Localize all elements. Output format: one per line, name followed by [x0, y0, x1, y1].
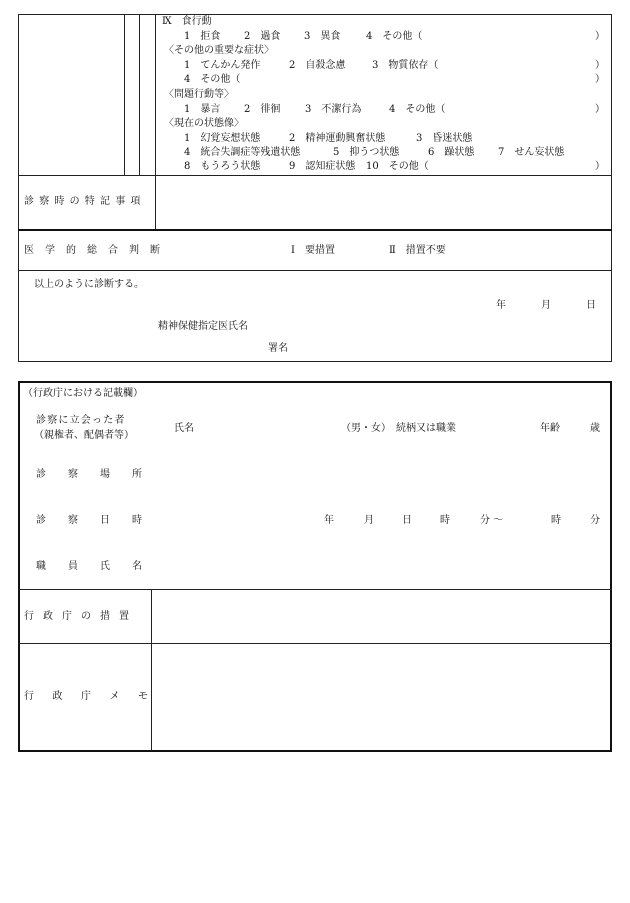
- admin-row-sep-1: [18, 589, 612, 590]
- food-item-2: 2 過食: [244, 31, 281, 42]
- datetime-hour-to[interactable]: 時: [551, 515, 561, 526]
- problem-close: ）: [595, 104, 605, 115]
- measures-field[interactable]: [153, 591, 611, 642]
- state-5: 5 抑うつ状態: [333, 147, 400, 158]
- problem-item-2: 2 徘徊: [244, 104, 281, 115]
- date-year[interactable]: 年: [496, 300, 506, 311]
- memo-label: 行政庁メモ: [24, 691, 167, 702]
- col-divider-2: [139, 14, 140, 176]
- admin-section-title: （行政庁における記載欄）: [23, 388, 143, 399]
- witness-name-label: 氏名: [174, 423, 194, 434]
- admin-row-sep-2: [18, 643, 612, 644]
- date-month[interactable]: 月: [541, 300, 551, 311]
- other-symptoms-close-1: ）: [595, 60, 605, 71]
- measures-label: 行政庁の措置: [24, 611, 138, 622]
- judgment-option-1[interactable]: Ⅰ 要措置: [291, 245, 335, 256]
- witness-label-1: 診察に立会った者: [36, 415, 126, 426]
- other-symptoms-4: 4 その他（: [184, 74, 241, 85]
- state-6: 6 躁状態: [428, 147, 475, 158]
- state-2: 2 精神運動興奮状態: [289, 133, 386, 144]
- diagnosis-statement: 以上のように診断する。: [34, 279, 144, 290]
- admin-col-divider: [151, 589, 152, 751]
- food-item-1: 1 拒食: [184, 31, 221, 42]
- judgment-option-2[interactable]: Ⅱ 措置不要: [389, 245, 446, 256]
- row-sep-3: [18, 270, 612, 271]
- other-symptoms-1: 1 てんかん発作: [184, 60, 261, 71]
- row-sep-1: [18, 175, 612, 176]
- staff-label: 職員氏名: [36, 561, 164, 572]
- other-symptoms-3: 3 物質依存（: [372, 60, 439, 71]
- datetime-label: 診察日時: [36, 515, 164, 526]
- place-field[interactable]: [160, 462, 600, 486]
- special-notes-field[interactable]: [157, 177, 611, 228]
- witness-age-unit: 歳: [590, 423, 600, 434]
- state-9: 9 認知症状態: [289, 161, 356, 172]
- row-sep-2: [18, 229, 612, 231]
- datetime-minute-from[interactable]: 分 〜: [480, 515, 504, 526]
- problem-item-1: 1 暴言: [184, 104, 221, 115]
- place-label: 診察場所: [36, 469, 164, 480]
- other-symptoms-2: 2 自殺念慮: [289, 60, 346, 71]
- food-item-3: 3 異食: [304, 31, 341, 42]
- problem-behaviour-header: 〈問題行動等〉: [164, 89, 234, 100]
- witness-relation-label: 続柄又は職業: [396, 423, 456, 434]
- date-day[interactable]: 日: [586, 300, 596, 311]
- state-10: 10 その他（: [366, 161, 429, 172]
- state-3: 3 昏迷状態: [416, 133, 473, 144]
- food-header: Ⅸ 食行動: [162, 16, 212, 27]
- problem-item-4: 4 その他（: [389, 104, 446, 115]
- witness-age-label: 年齢: [540, 423, 560, 434]
- food-item-4: 4 その他（: [366, 31, 423, 42]
- state-1: 1 幻覚妄想状態: [184, 133, 261, 144]
- special-notes-label: 診察時の特記事項: [24, 196, 146, 207]
- datetime-month[interactable]: 月: [364, 515, 374, 526]
- datetime-year[interactable]: 年: [324, 515, 334, 526]
- signature-label: 署名: [268, 343, 288, 354]
- judgment-label: 医学的総合判断: [24, 245, 171, 256]
- food-close: ）: [595, 31, 605, 42]
- problem-item-3: 3 不潔行為: [305, 104, 362, 115]
- witness-sex-label[interactable]: （男・女）: [341, 423, 391, 434]
- state-7: 7 せん妄状態: [498, 147, 565, 158]
- datetime-day[interactable]: 日: [402, 515, 412, 526]
- memo-field[interactable]: [153, 645, 611, 750]
- datetime-hour[interactable]: 時: [440, 515, 450, 526]
- state-4: 4 統合失調症等残遺状態: [184, 147, 301, 158]
- other-symptoms-header: 〈その他の重要な症状〉: [164, 45, 274, 56]
- witness-label-2: （親権者、配偶者等）: [34, 430, 134, 441]
- state-close: ）: [595, 161, 605, 172]
- col-divider-1: [124, 14, 125, 176]
- datetime-minute-to[interactable]: 分: [590, 515, 600, 526]
- staff-field[interactable]: [160, 554, 600, 578]
- state-8: 8 もうろう状態: [184, 161, 261, 172]
- other-symptoms-close-2: ）: [595, 74, 605, 85]
- col-divider-3: [155, 14, 156, 230]
- current-state-header: 〈現在の状態像〉: [164, 118, 244, 129]
- doctor-name-label: 精神保健指定医氏名: [158, 321, 248, 332]
